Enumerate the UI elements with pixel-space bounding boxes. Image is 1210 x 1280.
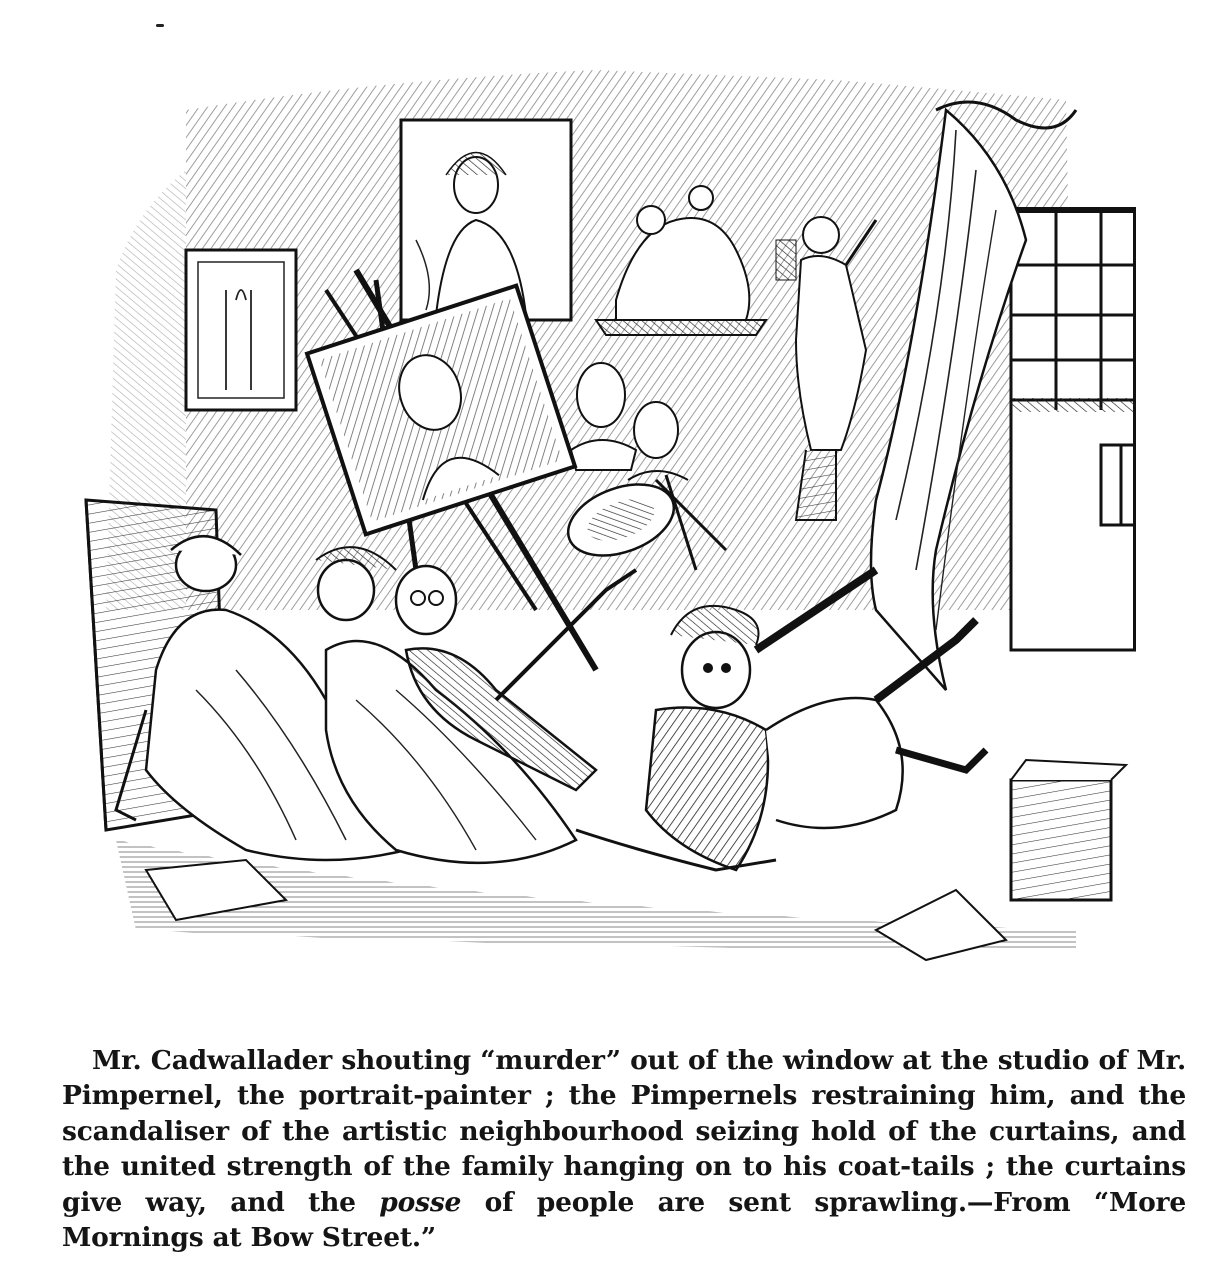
engraving-illustration	[76, 50, 1136, 1000]
engraving-drawing	[76, 50, 1136, 1000]
caption-text-main: Mr. Cadwallader shouting “murder” out of the window at the studio of Mr. Pimpernel, the portrait-painter ; the Pimpernels restraining him, and the scandaliser of the artistic neighbourhood seizing hold of the curtains, and the united strength of the family hanging on to his coat-tails ; the curtains give way, and the	[62, 1044, 1186, 1218]
framed-picture-small	[186, 250, 296, 410]
print-speck	[156, 24, 164, 27]
wooden-chest	[1011, 760, 1126, 900]
illustration-caption	[62, 1043, 1186, 1256]
caption-text-end: of people are sent sprawling.—From “More Mornings at Bow Street.”	[62, 1186, 1186, 1253]
caption-italic-word: posse	[379, 1186, 462, 1218]
studio-window	[1011, 210, 1136, 650]
framed-portrait-woman	[401, 120, 571, 320]
